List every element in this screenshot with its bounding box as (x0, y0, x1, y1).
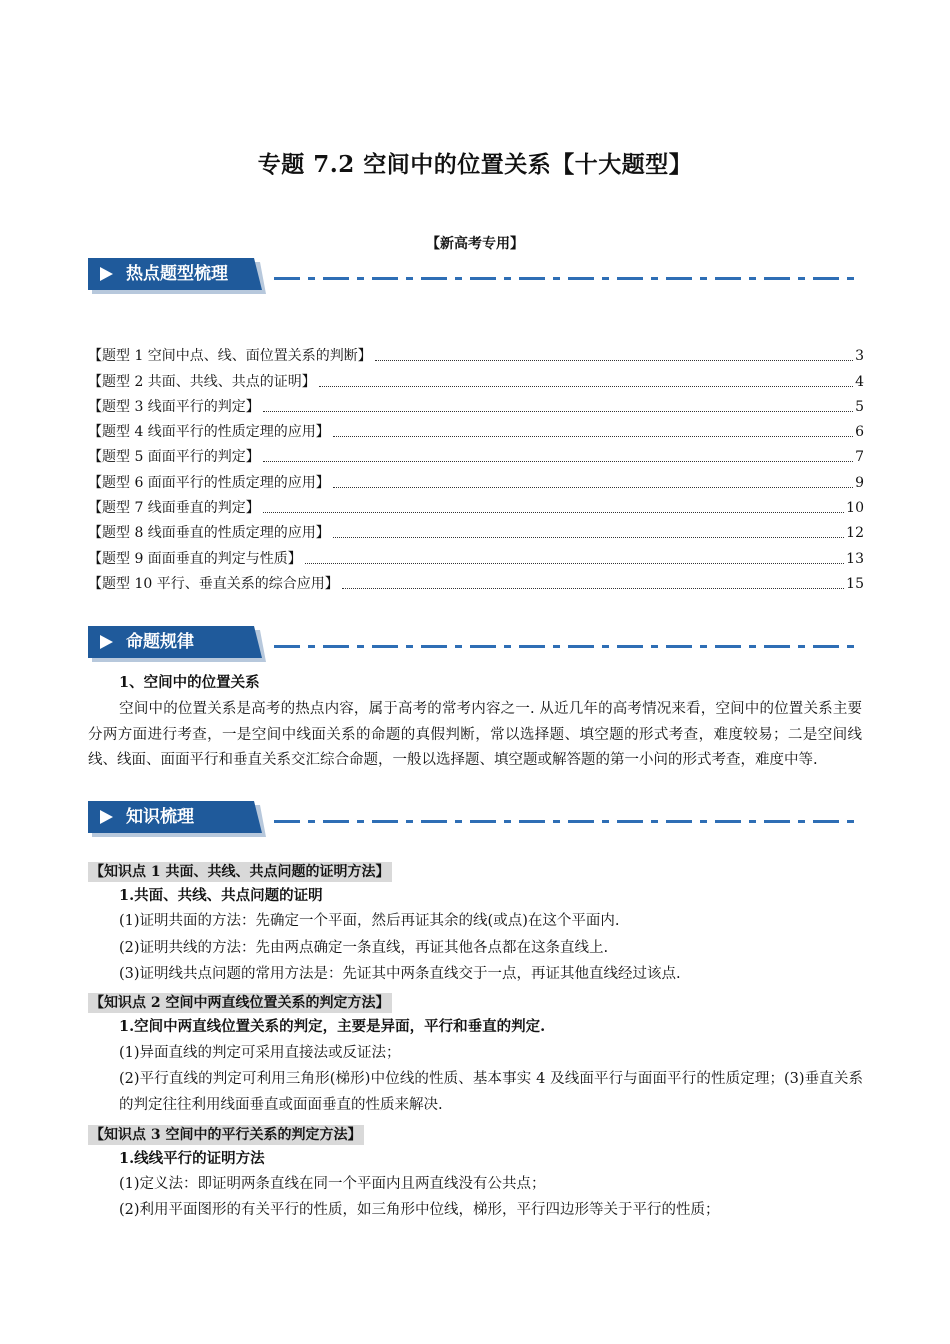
knowledge-subheading: 1.线线平行的证明方法 (119, 1150, 265, 1167)
banner-knowledge (88, 801, 863, 837)
knowledge-point-title: 【知识点 3 空间中的平行关系的判定方法】 (90, 1127, 362, 1143)
knowledge-line: (1)定义法：即证明两条直线在同一个平面内且两直线没有公共点； (119, 1176, 546, 1192)
banner-label: 知识梳理 (126, 807, 194, 827)
toc-entry[interactable]: 【题型 8 线面垂直的性质定理的应用】 12 (88, 525, 864, 542)
toc-entry[interactable]: 【题型 10 平行、垂直关系的综合应用】 15 (88, 575, 864, 592)
knowledge-line: (3)证明线共点问题的常用方法是：先证其中两条直线交于一点，再证其他直线经过该点. (119, 966, 681, 982)
banner-label: 命题规律 (126, 632, 194, 652)
knowledge-point-title: 【知识点 1 共面、共线、共点问题的证明方法】 (90, 864, 390, 880)
play-arrow-icon (100, 810, 113, 824)
banner-patterns (88, 626, 863, 662)
table-of-contents (88, 342, 864, 595)
toc-entry[interactable]: 【题型 9 面面垂直的判定与性质】 13 (88, 550, 864, 567)
play-arrow-icon (100, 635, 113, 649)
banner-dash-line (274, 645, 860, 648)
banner-label: 热点题型梳理 (126, 264, 228, 284)
knowledge-subheading: 1.共面、共线、共点问题的证明 (119, 887, 323, 904)
banner-dash-line (274, 820, 860, 823)
knowledge-line: (2)利用平面图形的有关平行的性质，如三角形中位线，梯形，平行四边形等关于平行的性质； (119, 1202, 720, 1218)
section-heading: 1、空间中的位置关系 (119, 674, 260, 691)
knowledge-line: (2)平行直线的判定可利用三角形(梯形)中位线的性质、基本事实 4 及线面平行与面面平行的性质定理；(3)垂直关系的判定往往利用线面垂直或面面垂直的性质来解决. (119, 1071, 863, 1113)
toc-entry[interactable]: 【题型 2 共面、共线、共点的证明】 4 (88, 373, 864, 390)
toc-entry[interactable]: 【题型 3 线面平行的判定】 5 (88, 398, 864, 415)
page-subtitle: 【新高考专用】 (426, 236, 524, 252)
banner-dash-line (274, 277, 860, 280)
toc-entry[interactable]: 【题型 4 线面平行的性质定理的应用】 6 (88, 424, 864, 441)
knowledge-subheading: 1.空间中两直线位置关系的判定，主要是异面，平行和垂直的判定. (119, 1018, 546, 1035)
knowledge-line: (2)证明共线的方法：先由两点确定一条直线，再证其他各点都在这条直线上. (119, 940, 609, 956)
toc-entry[interactable]: 【题型 1 空间中点、线、面位置关系的判断】 3 (88, 348, 864, 365)
patterns-paragraph: 空间中的位置关系是高考的热点内容，属于高考的常考内容之一. 从近几年的高考情况来看，空间中的位置关系主要分两方面进行考查，一是空间中线面关系的命题的真假判断，常以选择题、填空题的形式考查，难度较易；二是空间线线、线面、面面平行和垂直关系交汇综合命题，一般以选择题、填空题或解答题的第一小问的形式考查，难度中等. (88, 701, 862, 769)
toc-entry[interactable]: 【题型 5 面面平行的判定】 7 (88, 449, 864, 466)
knowledge-line: (1)异面直线的判定可采用直接法或反证法； (119, 1045, 401, 1061)
banner-hot-types (88, 258, 863, 294)
toc-entry[interactable]: 【题型 7 线面垂直的判定】 10 (88, 500, 864, 517)
play-arrow-icon (100, 267, 113, 281)
knowledge-point-title: 【知识点 2 空间中两直线位置关系的判定方法】 (90, 995, 390, 1011)
toc-entry[interactable]: 【题型 6 面面平行的性质定理的应用】 9 (88, 474, 864, 491)
banner-tab (88, 626, 266, 660)
knowledge-line: (1)证明共面的方法：先确定一个平面，然后再证其余的线(或点)在这个平面内. (119, 913, 620, 929)
banner-tab (88, 258, 266, 292)
page-title: 专题 7.2 空间中的位置关系【十大题型】 (257, 151, 693, 178)
banner-tab (88, 801, 266, 835)
